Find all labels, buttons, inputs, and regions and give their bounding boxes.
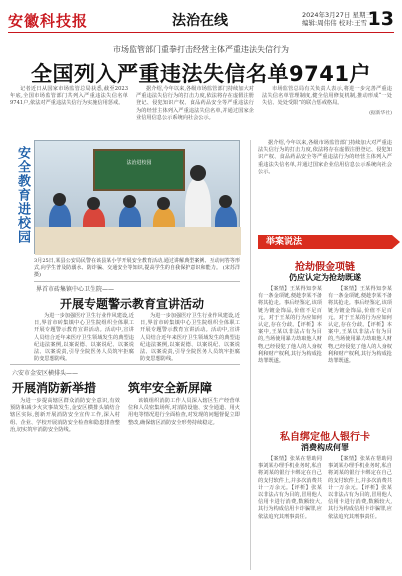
issue-weekday: 星期三 bbox=[352, 11, 372, 19]
caption-text: 3月25日,某县公安局民警在该县某小学开展安全教育活动,通过讲解典型案例、互动问答等形式,向学生普及防溺水、防诈骗、交通安全等知识,提高学生的自我保护意识和能力。 bbox=[34, 258, 240, 271]
lead-paragraph: 据介绍,今年以来,各级市场监管部门持续加大对严重违法失信行为的打击力度,依法将存在虚假注册登记、侵犯知识产权、食品药品安全等严重违法行为的经营主体列入严重违法失信名单,并通过国家企业信用信息公示系统向社会公示。 bbox=[136, 86, 254, 121]
case-one-body-col-2 bbox=[328, 286, 392, 420]
column-divider bbox=[250, 140, 251, 570]
lead-body-continued bbox=[258, 140, 392, 230]
story-two-paragraph: 为进一步加强医疗卫生行业作风建设,近日,界首市砖集镇中心卫生院组织全体职工开展专题警示教育宣讲活动。活动中,宣讲人员结合近年来医疗卫生领域发生的典型违纪违法案例,以案说德、以案说纪、以案说法、以案说责,引导全院医务人员筑牢拒腐防变思想防线。 bbox=[140, 313, 240, 363]
lead-body-col-3 bbox=[262, 86, 392, 136]
student-head bbox=[157, 197, 170, 210]
board-text: 法治进校园 bbox=[126, 160, 152, 166]
lead-byline: (据新华社) bbox=[369, 110, 392, 116]
editor-line: 编辑:周伟伟 bbox=[301, 19, 337, 27]
lead-body-col-1 bbox=[10, 86, 128, 136]
case-two-paragraph: 【案情】张某在帮助同事刘某办理手机业务时,私自将刘某的银行卡绑定在自己的支付软件上,并多次消费共计一万余元。【评析】张某以非法占有为目的,冒用他人信用卡进行消费,数额较大,其行为构成信用卡诈骗罪,应依法追究其刑事责任。 bbox=[258, 456, 322, 520]
desk-row bbox=[35, 227, 241, 255]
case-two-subtitle: 消费构成何罪 bbox=[301, 443, 349, 452]
story-two-paragraph: 为进一步加强医疗卫生行业作风建设,近日,界首市砖集镇中心卫生院组织全体职工开展专题警示教育宣讲活动。活动中,宣讲人员结合近年来医疗卫生领域发生的典型违纪违法案例,以案说德、以案说纪、以案说法、以案说责,引导全院医务人员筑牢拒腐防变思想防线。 bbox=[34, 313, 134, 363]
student-head bbox=[123, 195, 136, 208]
story-three-body-left bbox=[10, 398, 120, 568]
case-two-body-col-2 bbox=[328, 456, 392, 568]
officer-head bbox=[190, 165, 206, 181]
page-number: 13 bbox=[367, 8, 394, 30]
section-title: 法治在线 bbox=[172, 13, 228, 29]
lead-paragraph: 记者近日从国家市场监管总局获悉,截至2023年底,全国市场监管部门共列入严重违法失信名单9741户,依法对严重违法失信行为实施信用惩戒。 bbox=[10, 86, 128, 107]
student-head bbox=[87, 197, 100, 210]
photo-caption bbox=[34, 258, 240, 279]
lead-headline: 全国列入严重违法失信名单9741户 bbox=[31, 62, 371, 86]
case-two-paragraph: 【案情】张某在帮助同事刘某办理手机业务时,私自将刘某的银行卡绑定在自己的支付软件上,并多次消费共计一万余元。【评析】张某以非法占有为目的,冒用他人信用卡进行消费,数额较大,其行为构成信用卡诈骗罪,应依法追究其刑事责任。 bbox=[328, 456, 392, 520]
blackboard bbox=[93, 149, 185, 191]
story-two-title: 开展专题警示教育宣讲活动 bbox=[60, 297, 205, 311]
lead-body-col-2 bbox=[136, 86, 254, 136]
case-one-body-col-1 bbox=[258, 286, 322, 420]
issue-info bbox=[302, 11, 372, 27]
case-one-paragraph: 【案情】王某得知李某有一条金项链,便趁李某不备将其抢走。事后经鉴定,该项链为镀金饰品,价值不足百元。对于王某的行为应如何认定,存在分歧。【评析】本案中,王某以非法占有为目的,当场使用暴力劫取他人财物,已经侵犯了他人的人身权利和财产权利,其行为构成抢劫罪既遂。 bbox=[328, 286, 392, 365]
story-two-body-col-1 bbox=[34, 313, 134, 363]
newspaper-logo: 安徽科技报 bbox=[8, 12, 89, 30]
lead-paragraph: 据介绍,今年以来,各级市场监管部门持续加大对严重违法失信行为的打击力度,依法将存在虚假注册登记、侵犯知识产权、食品药品安全等严重违法行为的经营主体列入严重违法失信名单,并通过国家企业信用信息公示系统向社会公示。 bbox=[258, 140, 392, 175]
student-head bbox=[219, 195, 232, 208]
case-one-paragraph: 【案情】王某得知李某有一条金项链,便趁李某不备将其抢走。事后经鉴定,该项链为镀金饰品,价值不足百元。对于王某的行为应如何认定,存在分歧。【评析】本案中,王某以非法占有为目的,当场使用暴力劫取他人财物,已经侵犯了他人的人身权利和财产权利,其行为构成抢劫罪既遂。 bbox=[258, 286, 322, 365]
student-head bbox=[53, 193, 66, 206]
masthead-rule bbox=[8, 32, 394, 33]
proof-line: 校对:王雪 bbox=[338, 19, 367, 27]
feature-vertical-title: 安全教育进校园 bbox=[15, 146, 30, 244]
story-three-title-left: 开展消防新举措 bbox=[12, 381, 97, 395]
case-two-body-col-1 bbox=[258, 456, 322, 568]
story-three-body-right bbox=[128, 398, 240, 568]
case-one-title: 抢劫假金项链 bbox=[295, 262, 355, 273]
issue-date: 2024年3月27日 bbox=[301, 11, 351, 19]
story-three-kicker: 六安市金安区横排头—— bbox=[12, 370, 79, 377]
story-three-paragraph: 该镇组织消防工作人员深入辖区生产经营单位和人员密集场所,对消防设施、安全通道、用火用电等情况进行全面检查,对发现的问题督促立即整改,确保辖区消防安全形势持续稳定。 bbox=[128, 398, 240, 426]
masthead bbox=[0, 0, 402, 34]
story-three-title-right: 筑牢安全新屏障 bbox=[128, 381, 213, 395]
story-two-body-col-2 bbox=[140, 313, 240, 363]
lead-kicker: 市场监管部门重拳打击经营主体严重违法失信行为 bbox=[113, 45, 289, 54]
caption-credit: (宋苏洋 摄) bbox=[34, 265, 241, 278]
case-one-subtitle: 仍应认定为抢劫既遂 bbox=[289, 273, 361, 282]
story-three-paragraph: 为进一步提高辖区群众消防安全意识,有效预防和减少火灾事故发生,金安区横排头镇结合辖区实际,创新开展消防安全宣传工作,深入村组、企业、学校开展消防安全检查和隐患排查整治,切实筑牢消防安全防线。 bbox=[10, 398, 120, 433]
divider bbox=[10, 364, 240, 365]
column-label: 举案说法 bbox=[258, 235, 392, 249]
classroom-photo bbox=[34, 140, 240, 254]
story-two-kicker: 界首市砖集镇中心卫生院—— bbox=[36, 286, 115, 293]
lead-paragraph: 市场监管总局有关负责人表示,将进一步完善严重违法失信名单管理制度,健全信用修复机制,推动形成“一处失信、处处受限”的联合惩戒格局。 bbox=[262, 86, 392, 107]
case-two-title: 私自绑定他人银行卡 bbox=[280, 432, 370, 443]
divider bbox=[34, 281, 240, 282]
